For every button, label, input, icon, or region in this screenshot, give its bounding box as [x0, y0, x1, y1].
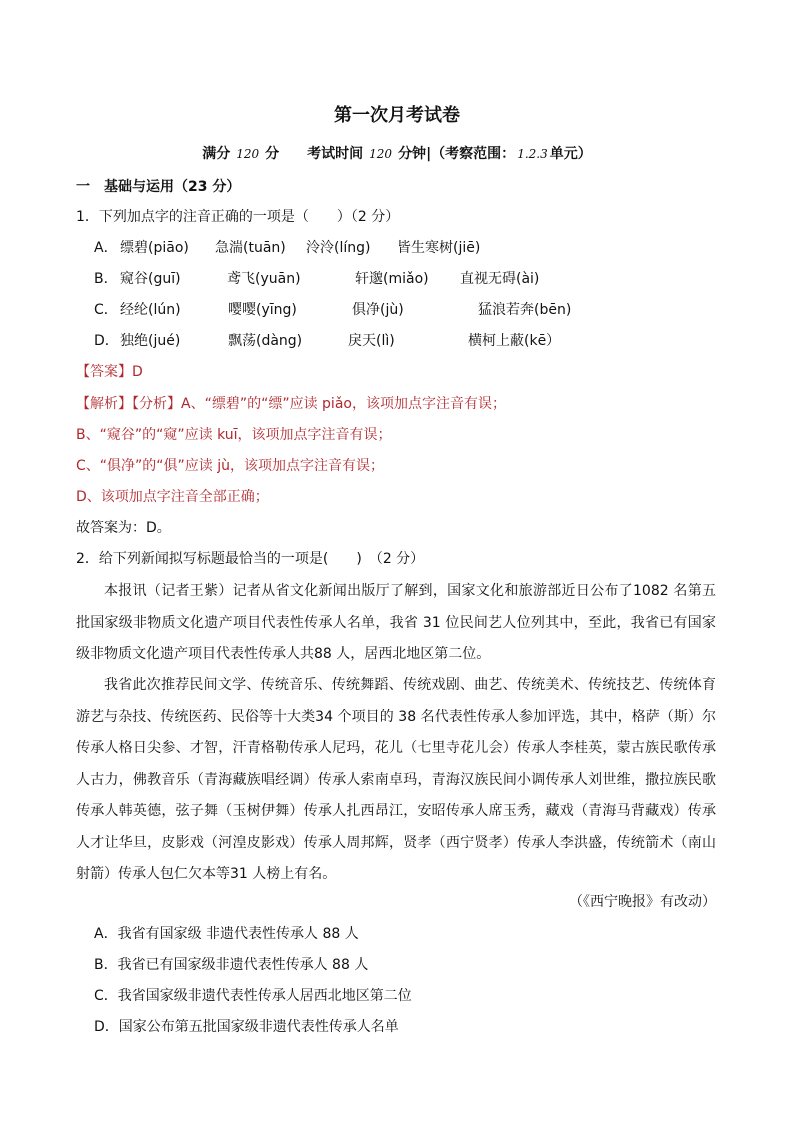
- time-label: 考试时间: [307, 146, 364, 162]
- option-item: 经纶(lún): [120, 302, 181, 318]
- analysis-text: A、“缥碧”的“缥”应读 piǎo，该项加点字注音有误；: [181, 396, 506, 412]
- answer-tag: 【答案】: [76, 364, 132, 380]
- time-value: 120: [369, 147, 393, 161]
- option-item: 泠泠(líng): [306, 240, 371, 256]
- analysis-line-2: B、“窥谷”的“窥”应读 kuī，该项加点字注音有误；: [76, 427, 392, 443]
- scope-value: 1.2.3: [517, 147, 548, 161]
- analysis-conclusion: 故答案为：D。: [76, 520, 171, 536]
- score-label: 满分: [202, 146, 231, 162]
- analysis-line-3: C、“俱净”的“俱”应读 jù，该项加点字注音有误；: [76, 458, 384, 474]
- question-2-stem: 2．给下列新闻拟写标题最恰当的一项是( ) （2 分）: [76, 551, 425, 567]
- scope-open: |（考察范围：: [426, 146, 516, 162]
- exam-info-line: [0, 144, 794, 164]
- question-2-option-c: C．我省国家级非遗代表性传承人居西北地区第二位: [94, 988, 412, 1004]
- option-item: 俱净(jù): [352, 302, 404, 318]
- option-letter: A．: [94, 240, 118, 256]
- option-letter: C．: [94, 302, 118, 318]
- analysis-line-4: D、该项加点字注音全部正确；: [76, 489, 269, 505]
- option-item: 飘荡(dàng): [228, 333, 303, 349]
- section-heading: 一 基础与运用（23 分）: [76, 179, 241, 195]
- option-item: 嘤嘤(yīng): [228, 302, 297, 318]
- question-2-option-b: B．我省已有国家级非遗代表性传承人 88 人: [94, 957, 369, 973]
- news-paragraph-1: 本报讯（记者王紫）记者从省文化新闻出版厅了解到，国家文化和旅游部近日公布了1082 名第五批国家级非物质文化遗产项目代表性传承人名单，我省 31 位民间艺人位列其中，至此，我省已有国家级非物质文化遗产项目代表性传承人共88 人，居西北地区第二位。: [76, 583, 716, 662]
- analysis-tag: 【解析】【分析】: [76, 396, 181, 412]
- time-unit: 分钟: [398, 146, 427, 162]
- answer-value: D: [132, 364, 143, 380]
- option-letter: D．: [94, 333, 119, 349]
- question-2-option-a: A．我省有国家级 非遗代表性传承人 88 人: [94, 926, 359, 942]
- answer-line: [76, 362, 143, 382]
- option-item: 急湍(tuān): [215, 240, 286, 256]
- option-item: 轩邈(miǎo): [355, 271, 429, 287]
- option-item: 戾天(lì): [348, 333, 395, 349]
- option-letter: B．: [94, 271, 118, 287]
- news-source: （《西宁晚报》有改动）: [569, 894, 716, 910]
- score-value: 120: [236, 147, 260, 161]
- option-item: 直视无碍(ài): [460, 271, 540, 287]
- option-item: 横柯上蔽(kē）: [468, 333, 561, 349]
- option-item: 鸢飞(yuān): [227, 271, 301, 287]
- question-2-option-d: D．国家公布第五批国家级非遗代表性传承人名单: [94, 1019, 399, 1035]
- option-item: 窥谷(guī): [120, 271, 181, 287]
- page-title: 第一次月考试卷: [334, 105, 460, 126]
- analysis-line-1: [76, 394, 506, 414]
- option-item: 缥碧(piāo): [120, 240, 189, 256]
- score-unit: 分: [265, 146, 280, 162]
- question-1-stem: 1．下列加点字的注音正确的一项是（ ）（2 分）: [76, 209, 400, 225]
- scope-close: 单元）: [549, 146, 592, 162]
- option-item: 猛浪若奔(bēn): [478, 302, 572, 318]
- news-paragraph-2: 我省此次推荐民间文学、传统音乐、传统舞蹈、传统戏剧、曲艺、传统美术、传统技艺、传统体育游艺与杂技、传统医药、民俗等十大类34 个项目的 38 名代表性传承人参加评选，其中，格萨（斯）尔传承人格日尖参、才智，汗青格勒传承人尼玛，花儿（七里寺花儿会）传承人李桂英，蒙古族民歌传承人古力，佛教音乐（青海藏族唱经调）传承人索南卓玛，青海汉族民间小调传承人刘世维，撒拉族民歌传承人韩英德，弦子舞（玉树伊舞）传承人扎西昂江，安昭传承人席玉秀，藏戏（青海马背藏戏）传承人才让华旦，皮影戏（河湟皮影戏）传承人周邦辉，贤孝（西宁贤孝）传承人李洪盛，传统箭术（南山射箭）传承人包仁欠本等31 人榜上有名。: [76, 677, 716, 882]
- option-item: 独绝(jué): [120, 333, 181, 349]
- option-item: 皆生寒树(jiē): [397, 240, 481, 256]
